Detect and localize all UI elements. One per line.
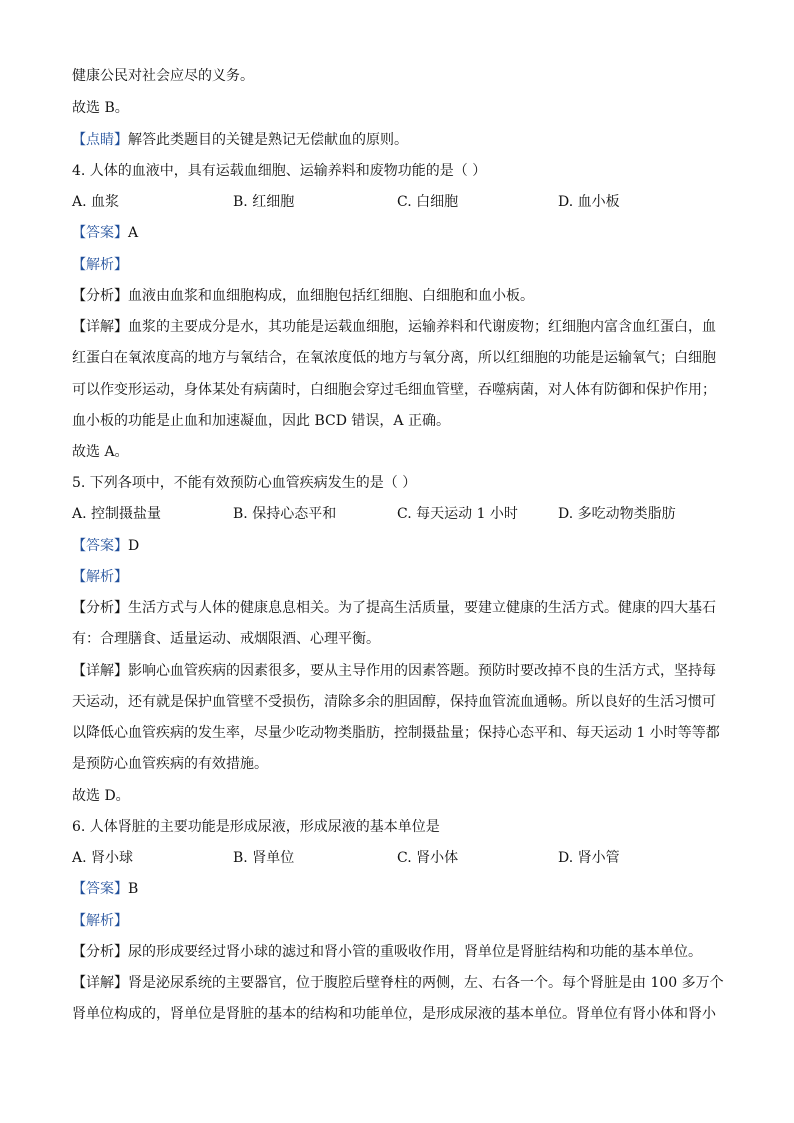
answer-value: A [128, 225, 139, 241]
q5-fenxi-1 [72, 600, 716, 616]
dianjing-text: 解答此类题目的关键是熟记无偿献血的原则。 [128, 132, 408, 148]
answer-value: D [128, 538, 140, 554]
q6-fenxi [72, 944, 702, 960]
xiangjie-tag: 【详解】 [72, 319, 128, 335]
q5-answer [72, 538, 139, 554]
q5-option-c: C. 每天运动 1 小时 [397, 506, 518, 522]
fenxi-tag: 【分析】 [72, 288, 128, 304]
q5-choose: 故选 D。 [72, 788, 130, 804]
q3-tail-line: 健康公民对社会应尽的义务。 [72, 68, 254, 84]
q5-option-b: B. 保持心态平和 [233, 506, 337, 522]
xiangjie-text: 血浆的主要成分是水，其功能是运载血细胞，运输养料和代谢废物；红细胞内富含血红蛋白，血 [128, 319, 716, 335]
q3-choose: 故选 B。 [72, 100, 129, 116]
dianjing-tag: 【点睛】 [72, 132, 128, 148]
q6-jiexi [72, 913, 128, 929]
xiangjie-text: 肾是泌尿系统的主要器官，位于腹腔后壁脊柱的两侧，左、右各一个。每个肾脏是由 100 多万个 [128, 975, 724, 991]
fenxi-text: 血液由血浆和血细胞构成，血细胞包括红细胞、白细胞和血小板。 [128, 288, 534, 304]
q5-stem: 5. 下列各项中，不能有效预防心血管疾病发生的是（ ） [72, 475, 417, 491]
q4-xiangjie-4: 血小板的功能是止血和加速凝血，因此 BCD 错误，A 正确。 [72, 413, 450, 429]
jiexi-tag: 【解析】 [72, 569, 128, 585]
q4-fenxi [72, 288, 534, 304]
answer-tag: 【答案】 [72, 225, 128, 241]
q4-xiangjie-3: 可以作变形运动，身体某处有病菌时，白细胞会穿过毛细血管壁，吞噬病菌，对人体有防御和保护作用； [72, 382, 716, 398]
q6-option-d: D. 肾小管 [558, 850, 620, 866]
q4-stem: 4. 人体的血液中，具有运载血细胞、运输养料和废物功能的是（ ） [72, 163, 487, 179]
q4-jiexi [72, 257, 128, 273]
fenxi-text: 尿的形成要经过肾小球的滤过和肾小管的重吸收作用，肾单位是肾脏结构和功能的基本单位。 [128, 944, 702, 960]
answer-tag: 【答案】 [72, 538, 128, 554]
q5-fenxi-2: 有：合理膳食、适量运动、戒烟限酒、心理平衡。 [72, 631, 380, 647]
q6-xiangjie-1 [72, 975, 724, 991]
xiangjie-tag: 【详解】 [72, 663, 128, 679]
q4-xiangjie-1 [72, 319, 716, 335]
q4-xiangjie-2: 红蛋白在氧浓度高的地方与氧结合，在氧浓度低的地方与氧分离，所以红细胞的功能是运输氧气；白细胞 [72, 350, 716, 366]
q5-xiangjie-4: 是预防心血管疾病的有效措施。 [72, 756, 268, 772]
q5-option-d: D. 多吃动物类脂肪 [558, 506, 676, 522]
q4-answer [72, 225, 138, 241]
q4-option-a: A. 血浆 [72, 194, 120, 210]
fenxi-tag: 【分析】 [72, 944, 128, 960]
q4-option-c: C. 白细胞 [397, 194, 459, 210]
q6-stem: 6. 人体肾脏的主要功能是形成尿液，形成尿液的基本单位是 [72, 819, 440, 835]
answer-value: B [128, 881, 139, 897]
fenxi-text: 生活方式与人体的健康息息相关。为了提高生活质量，要建立健康的生活方式。健康的四大基石 [128, 600, 716, 616]
q5-xiangjie-2: 天运动，还有就是保护血管壁不受损伤，清除多余的胆固醇，保持血管流血通畅。所以良好的生活习惯可 [72, 694, 716, 710]
q6-option-b: B. 肾单位 [233, 850, 295, 866]
fenxi-tag: 【分析】 [72, 600, 128, 616]
q4-option-d: D. 血小板 [558, 194, 620, 210]
answer-tag: 【答案】 [72, 881, 128, 897]
jiexi-tag: 【解析】 [72, 257, 128, 273]
q5-jiexi [72, 569, 128, 585]
xiangjie-tag: 【详解】 [72, 975, 128, 991]
q6-xiangjie-2: 肾单位构成的，肾单位是肾脏的基本的结构和功能单位，是形成尿液的基本单位。肾单位有肾小体和肾小 [72, 1006, 716, 1022]
q4-option-b: B. 红细胞 [233, 194, 295, 210]
xiangjie-text: 影响心血管疾病的因素很多，要从主导作用的因素答题。预防时要改掉不良的生活方式，坚持每 [128, 663, 716, 679]
q4-choose: 故选 A。 [72, 444, 129, 460]
q6-option-a: A. 肾小球 [72, 850, 134, 866]
q3-dianjing [72, 132, 408, 148]
q6-answer [72, 881, 138, 897]
q5-xiangjie-3: 以降低心血管疾病的发生率，尽量少吃动物类脂肪，控制摄盐量；保持心态平和、每天运动 1 小时等等都 [72, 725, 720, 741]
jiexi-tag: 【解析】 [72, 913, 128, 929]
q5-option-a: A. 控制摄盐量 [72, 506, 162, 522]
q5-xiangjie-1 [72, 663, 716, 679]
q6-option-c: C. 肾小体 [397, 850, 459, 866]
